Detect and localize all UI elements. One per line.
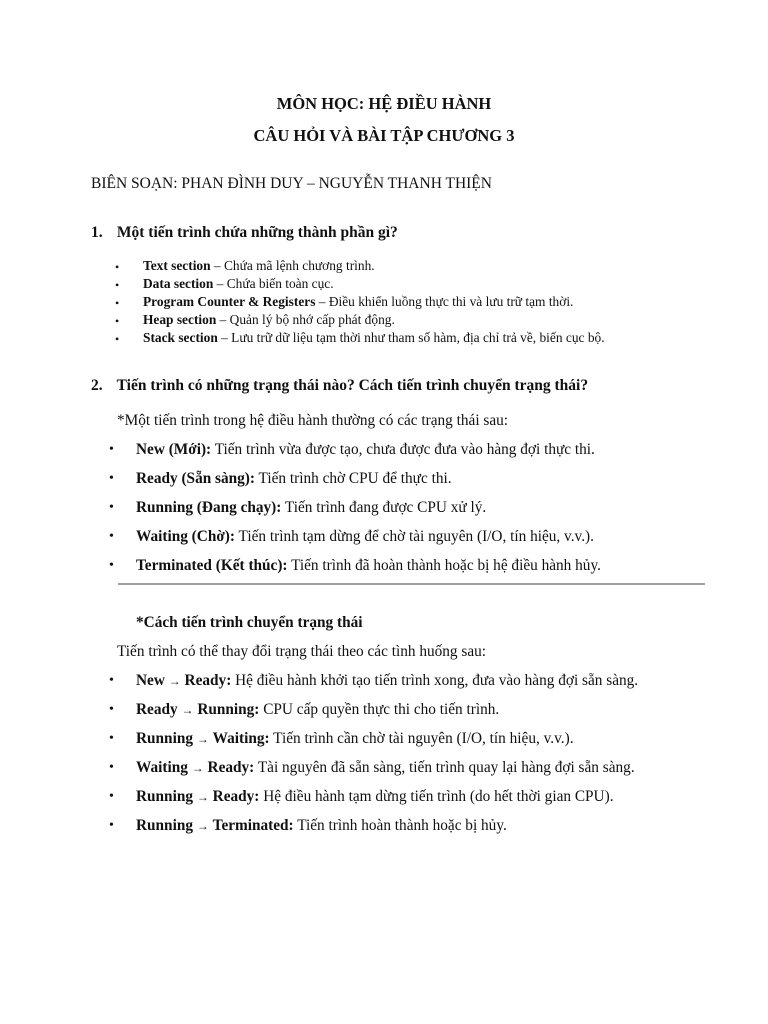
right-arrow-icon: → — [181, 703, 194, 717]
item-desc: – Chứa mã lệnh chương trình. — [210, 258, 375, 273]
transition-from: Ready — [136, 701, 178, 718]
list-item — [109, 557, 601, 586]
question-1-number: 1. — [91, 224, 103, 241]
transition-desc: Hệ điều hành khởi tạo tiến trình xong, đưa vào hàng đợi sẵn sàng. — [231, 672, 639, 689]
state-desc: Tiến trình chờ CPU để thực thi. — [255, 470, 452, 487]
right-arrow-icon: → — [191, 761, 204, 775]
transition-to: Ready: — [212, 788, 260, 805]
state-transitions-list — [109, 672, 639, 846]
list-item — [109, 528, 601, 557]
transition-from: Running — [136, 817, 193, 834]
transition-from: New — [136, 672, 165, 689]
right-arrow-icon: → — [196, 732, 209, 746]
transition-from: Running — [136, 788, 193, 805]
list-item — [115, 294, 605, 312]
list-item — [115, 312, 605, 330]
bullet-icon: • — [109, 500, 114, 515]
list-item — [109, 672, 639, 701]
question-1-text: Một tiến trình chứa những thành phần gì? — [116, 224, 398, 241]
author-line: BIÊN SOẠN: PHAN ĐÌNH DUY – NGUYỄN THANH THIỆN — [91, 175, 492, 192]
transition-to: Terminated: — [212, 817, 294, 834]
right-arrow-icon: → — [196, 819, 209, 833]
transition-to: Ready: — [184, 672, 232, 689]
transition-desc: Tiến trình cần chờ tài nguyên (I/O, tín hiệu, v.v.). — [269, 730, 574, 747]
state-term: New (Mới): — [136, 441, 212, 458]
list-item — [109, 441, 601, 470]
list-item — [109, 788, 638, 817]
state-term: Waiting (Chờ): — [136, 528, 235, 545]
right-arrow-icon: → — [168, 674, 181, 688]
item-desc: – Quản lý bộ nhớ cấp phát động. — [216, 312, 395, 327]
course-title: MÔN HỌC: HỆ ĐIỀU HÀNH — [276, 94, 492, 113]
list-item — [109, 470, 601, 499]
item-term: Text section — [143, 258, 211, 273]
bullet-icon: • — [109, 818, 114, 833]
bullet-icon: • — [109, 558, 114, 573]
item-term: Heap section — [143, 312, 217, 327]
bullet-icon: • — [109, 471, 114, 486]
chapter-title: CÂU HỎI VÀ BÀI TẬP CHƯƠNG 3 — [253, 126, 515, 145]
bullet-icon: • — [109, 702, 114, 717]
question-1-heading — [91, 224, 398, 242]
transition-from: Running — [136, 730, 193, 747]
bullet-icon: • — [115, 332, 120, 346]
bullet-icon: • — [109, 529, 114, 544]
list-item — [109, 730, 638, 759]
question-2-number: 2. — [91, 377, 103, 394]
list-item — [115, 330, 605, 348]
transition-from: Waiting — [136, 759, 188, 776]
process-states-list — [109, 441, 601, 586]
bullet-icon: • — [115, 260, 120, 274]
list-item — [115, 276, 605, 294]
states-intro: *Một tiến trình trong hệ điều hành thường có các trạng thái sau: — [117, 412, 509, 429]
bullet-icon: • — [115, 314, 120, 328]
state-desc: Tiến trình tạm dừng để chờ tài nguyên (I/O, tín hiệu, v.v.). — [234, 528, 594, 545]
item-term: Data section — [143, 276, 214, 291]
transition-heading: *Cách tiến trình chuyển trạng thái — [136, 614, 363, 631]
item-term: Program Counter & Registers — [143, 294, 316, 309]
state-term: Ready (Sẵn sàng): — [136, 470, 255, 487]
state-desc: Tiến trình vừa được tạo, chưa được đưa vào hàng đợi thực thi. — [211, 441, 595, 458]
list-item — [109, 759, 638, 788]
state-desc: Tiến trình đã hoàn thành hoặc bị hệ điều hành hủy. — [287, 557, 601, 574]
list-item — [109, 701, 638, 730]
transition-desc: Tiến trình hoàn thành hoặc bị hủy. — [293, 817, 507, 834]
item-desc: – Điều khiển luồng thực thi và lưu trữ tạm thời. — [315, 294, 574, 309]
bullet-icon: • — [109, 673, 114, 688]
state-term: Terminated (Kết thúc): — [136, 557, 288, 574]
transition-to: Running: — [197, 701, 260, 718]
bullet-icon: • — [115, 278, 120, 292]
state-desc: Tiến trình đang được CPU xử lý. — [281, 499, 487, 516]
process-components-list — [115, 258, 605, 348]
list-item — [109, 817, 638, 846]
bullet-icon: • — [109, 789, 114, 804]
transition-intro: Tiến trình có thể thay đổi trạng thái theo các tình huống sau: — [117, 643, 487, 660]
horizontal-divider — [118, 583, 705, 585]
question-2-text: Tiến trình có những trạng thái nào? Cách tiến trình chuyển trạng thái? — [116, 377, 589, 394]
list-item — [115, 258, 605, 276]
state-term: Running (Đang chạy): — [136, 499, 282, 516]
bullet-icon: • — [109, 731, 114, 746]
transition-desc: Hệ điều hành tạm dừng tiến trình (do hết thời gian CPU). — [259, 788, 614, 805]
bullet-icon: • — [109, 760, 114, 775]
transition-to: Waiting: — [212, 730, 270, 747]
bullet-icon: • — [109, 442, 114, 457]
right-arrow-icon: → — [196, 790, 209, 804]
transition-desc: Tài nguyên đã sẵn sàng, tiến trình quay lại hàng đợi sẵn sàng. — [254, 759, 635, 776]
question-2-heading — [91, 377, 588, 395]
bullet-icon: • — [115, 296, 120, 310]
transition-desc: CPU cấp quyền thực thi cho tiến trình. — [259, 701, 500, 718]
transition-to: Ready: — [207, 759, 255, 776]
item-desc: – Lưu trữ dữ liệu tạm thời như tham số hàm, địa chỉ trả về, biến cục bộ. — [217, 330, 605, 345]
item-term: Stack section — [143, 330, 218, 345]
list-item — [109, 499, 601, 528]
item-desc: – Chứa biến toàn cục. — [213, 276, 334, 291]
